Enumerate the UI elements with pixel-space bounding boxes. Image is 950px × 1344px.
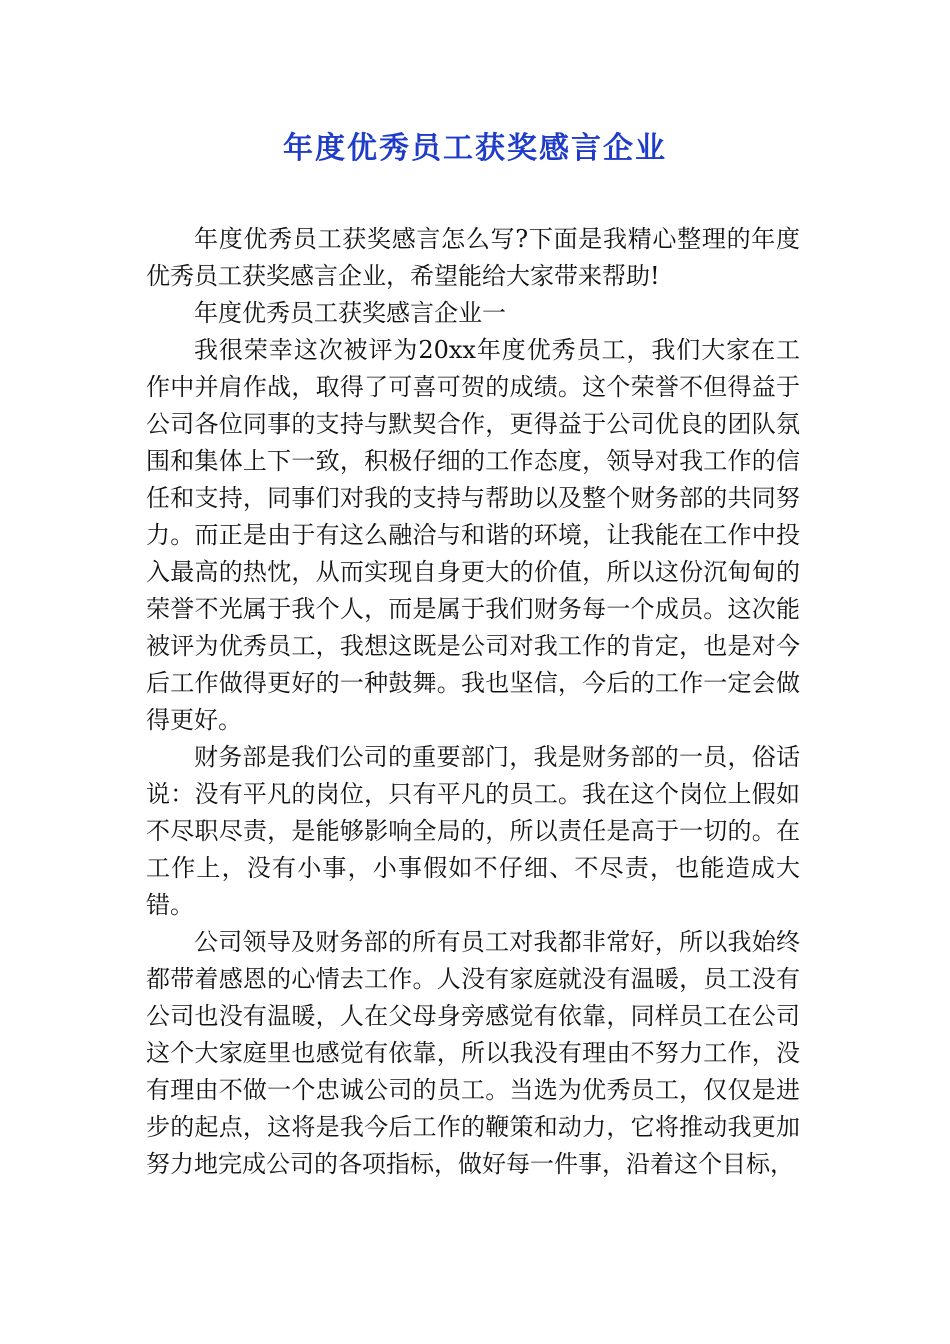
body-paragraph: 财务部是我们公司的重要部门，我是财务部的一员，俗话说：没有平凡的岗位，只有平凡的员工。我在这个岗位上假如不尽职尽责，是能够影响全局的，所以责任是高于一切的。在工作上，没有小事，小事假如不仔细、不尽责，也能造成大错。 — [146, 743, 800, 919]
body-paragraph: 我很荣幸这次被评为20xx年度优秀员工，我们大家在工作中并肩作战，取得了可喜可贺的成绩。这个荣誉不但得益于公司各位同事的支持与默契合作，更得益于公司优良的团队氛围和集体上下一致，积极仔细的工作态度，领导对我工作的信任和支持，同事们对我的支持与帮助以及整个财务部的共同努力。而正是由于有这么融洽与和谐的环境，让我能在工作中投入最高的热忱，从而实现自身更大的价值，所以这份沉甸甸的荣誉不光属于我个人，而是属于我们财务每一个成员。这次能被评为优秀员工，我想这既是公司对我工作的肯定，也是对今后工作做得更好的一种鼓舞。我也坚信，今后的工作一定会做得更好。 — [146, 336, 800, 734]
document-body — [146, 221, 800, 1183]
body-paragraph: 公司领导及财务部的所有员工对我都非常好，所以我始终都带着感恩的心情去工作。人没有家庭就没有温暖，员工没有公司也没有温暖，人在父母身旁感觉有依靠，同样员工在公司这个大家庭里也感觉有依靠，所以我没有理由不努力工作，没有理由不做一个忠诚公司的员工。当选为优秀员工，仅仅是进步的起点，这将是我今后工作的鞭策和动力，它将推动我更加努力地完成公司的各项指标，做好每一件事，沿着这个目标， — [146, 928, 800, 1178]
intro-paragraph: 年度优秀员工获奖感言怎么写?下面是我精心整理的年度优秀员工获奖感言企业，希望能给大家带来帮助! — [146, 225, 800, 290]
document-title: 年度优秀员工获奖感言企业 — [283, 131, 667, 166]
section-heading: 年度优秀员工获奖感言企业一 — [194, 299, 506, 327]
